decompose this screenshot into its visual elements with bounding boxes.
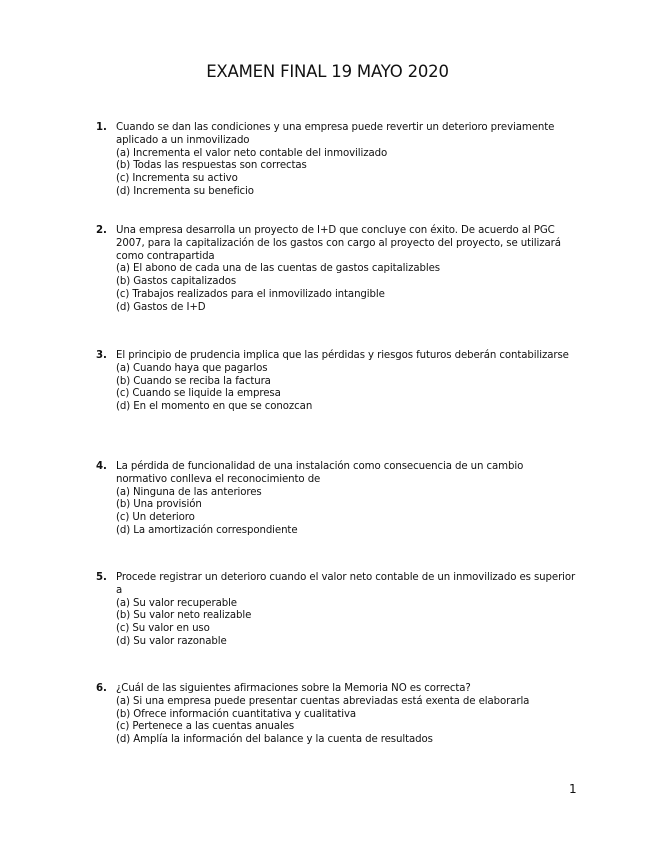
question-stem: El principio de prudencia implica que las pérdidas y riesgos futuros deberán contabilizarse xyxy=(116,350,569,361)
option-c: (c) Un deterioro xyxy=(116,512,195,524)
option-a: (a) Su valor recuperable xyxy=(116,597,237,609)
option-a: (a) Si una empresa puede presentar cuentas abreviadas está exenta de elaborarla xyxy=(116,695,530,707)
option-b: (b) Gastos capitalizados xyxy=(116,276,237,288)
option-d: (d) En el momento en que se conozcan xyxy=(116,401,313,413)
option-b: (b) Cuando se reciba la factura xyxy=(116,375,271,387)
question-stem: La pérdida de funcionalidad de una instalación como consecuencia de un cambio normativo conlleva el reconocimiento de xyxy=(116,461,524,485)
question-number: 4. xyxy=(96,461,107,472)
question-number: 6. xyxy=(96,683,107,694)
option-a: (a) Ninguna de las anteriores xyxy=(116,486,262,498)
option-b: (b) Todas las respuestas son correctas xyxy=(116,160,307,172)
question-stem: Una empresa desarrolla un proyecto de I+D que concluye con éxito. De acuerdo al PGC 2007, para la capitalización de los gastos con cargo al proyecto del proyecto, se utilizará como contrapartida xyxy=(116,225,561,262)
option-a: (a) Cuando haya que pagarlos xyxy=(116,362,268,374)
page-number: 1 xyxy=(569,782,577,796)
option-a: (a) El abono de cada una de las cuentas de gastos capitalizables xyxy=(116,263,440,275)
option-d: (d) Amplía la información del balance y la cuenta de resultados xyxy=(116,734,433,746)
question-number: 3. xyxy=(96,350,107,361)
question-1 xyxy=(96,122,576,199)
question-5 xyxy=(96,572,576,649)
question-stem: Procede registrar un deterioro cuando el valor neto contable de un inmovilizado es superior a xyxy=(116,572,576,596)
option-b: (b) Una provisión xyxy=(116,499,202,511)
question-stem: ¿Cuál de las siguientes afirmaciones sobre la Memoria NO es correcta? xyxy=(116,683,471,694)
question-4 xyxy=(96,461,576,538)
question-stem: Cuando se dan las condiciones y una empresa puede revertir un deterioro previamente aplicado a un inmovilizado xyxy=(116,122,555,146)
question-6 xyxy=(96,683,576,747)
option-c: (c) Incrementa su activo xyxy=(116,173,238,185)
option-c: (c) Trabajos realizados para el inmovilizado intangible xyxy=(116,288,385,300)
option-c: (c) Su valor en uso xyxy=(116,623,210,635)
option-a: (a) Incrementa el valor neto contable del inmovilizado xyxy=(116,147,388,159)
question-number: 5. xyxy=(96,572,107,583)
question-2 xyxy=(96,225,576,315)
option-c: (c) Pertenece a las cuentas anuales xyxy=(116,721,295,733)
option-d: (d) La amortización correspondiente xyxy=(116,524,298,536)
option-d: (d) Gastos de I+D xyxy=(116,301,206,313)
option-d: (d) Incrementa su beneficio xyxy=(116,185,254,197)
option-d: (d) Su valor razonable xyxy=(116,635,227,647)
option-b: (b) Su valor neto realizable xyxy=(116,610,252,622)
question-number: 1. xyxy=(96,122,107,133)
exam-title: EXAMEN FINAL 19 MAYO 2020 xyxy=(206,62,449,81)
option-b: (b) Ofrece información cuantitativa y cualitativa xyxy=(116,708,357,720)
question-3 xyxy=(96,350,576,414)
option-c: (c) Cuando se liquide la empresa xyxy=(116,388,281,400)
question-number: 2. xyxy=(96,225,107,236)
